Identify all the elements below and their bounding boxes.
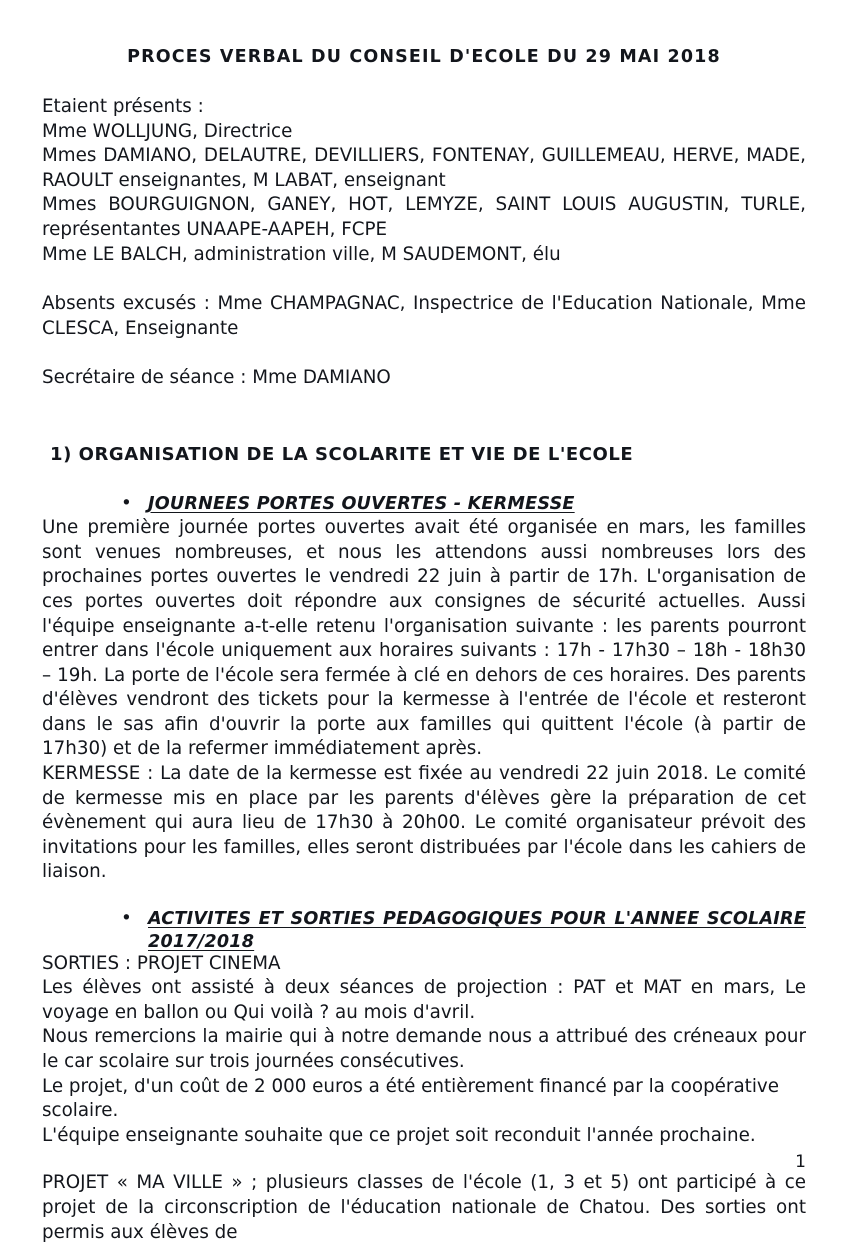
bullet-item-journees-portes-ouvertes	[42, 492, 806, 517]
attendees-intro: Etaient présents :	[42, 96, 204, 117]
spacer	[42, 1148, 806, 1171]
spacer	[42, 341, 806, 366]
paragraph: L'équipe enseignante souhaite que ce projet soit reconduit l'année prochaine.	[42, 1124, 756, 1146]
spacer	[42, 468, 806, 492]
paragraph: KERMESSE : La date de la kermesse est fixée au vendredi 22 juin 2018. Le comité de kermesse mis en place par les parents d'élèves gère la préparation de cet évènement qui aura lieu de 17h30 à 20h00. Le comité organisateur prévoit des invitations pour les familles, elles seront distribuées par l'école dans les cahiers de liaison.	[42, 763, 806, 883]
page-title: PROCES VERBAL DU CONSEIL D'ECOLE DU 29 MAI 2018	[127, 47, 721, 67]
bullet-title-line2-wrap	[42, 932, 806, 952]
attendees-block	[42, 95, 806, 267]
attendee-line: Mmes BOURGUIGNON, GANEY, HOT, LEMYZE, SAINT LOUIS AUGUSTIN, TURLE, représentantes UNAAPE-AAPEH, FCPE	[42, 194, 806, 240]
attendee-line: Mmes DAMIANO, DELAUTRE, DEVILLIERS, FONTENAY, GUILLEMEAU, HERVE, MADE, RAOULT enseignantes, M LABAT, enseignant	[42, 145, 806, 191]
subheading-sorties: SORTIES : PROJET CINEMA	[42, 952, 281, 974]
attendee-line: Mme WOLLJUNG, Directrice	[42, 120, 293, 142]
spacer	[42, 885, 806, 907]
paragraph: Les élèves ont assisté à deux séances de projection : PAT et MAT en mars, Le voyage en ballon ou Qui voilà ? au mois d'avril.	[42, 977, 806, 1023]
bullet-dot-icon: •	[121, 492, 132, 514]
paragraph: Nous remercions la mairie qui à notre demande nous a attribué des créneaux pour le car scolaire sur trois journées consécutives.	[42, 1026, 806, 1072]
paragraph: Le projet, d'un coût de 2 000 euros a été entièrement financé par la coopérative scolaire.	[42, 1075, 779, 1122]
paragraph: Une première journée portes ouvertes avait été organisée en mars, les familles sont venues nombreuses, et nous les attendons aussi nombreuses lors des prochaines portes ouvertes le vendredi 22 juin à partir de 17h. L'organisation de ces portes ouvertes doit répondre aux consignes de sécurité actuelles. Aussi l'équipe enseignante a-t-elle retenu l'organisation suivante : les parents pourront entrer dans l'école uniquement aux horaires suivants : 17h - 17h30 – 18h - 18h30 – 19h. La porte de l'école sera fermée à clé en dehors de ces horaires. Des parents d'élèves vendront des tickets pour la kermesse à l'entrée de l'école et resteront dans le sas afin d'ouvrir la porte aux familles qui quittent l'école (à partir de 17h30) et de la refermer immédiatement après.	[42, 517, 806, 760]
bullet-title: ACTIVITES ET SORTIES PEDAGOGIQUES POUR L'ANNEE SCOLAIRE	[148, 909, 806, 930]
paragraph: PROJET « MA VILLE » ; plusieurs classes de l'école (1, 3 et 5) ont participé à ce projet de la circonscription de l'éducation nationale de Chatou. Des sorties ont permis aux élèves de	[42, 1172, 806, 1243]
attendee-line: Mme LE BALCH, administration ville, M SAUDEMONT, élu	[42, 243, 561, 265]
bullet-item-activites-sorties	[42, 907, 806, 932]
spacer	[42, 267, 806, 292]
page-number: 1	[795, 1152, 806, 1172]
section-heading-1: 1) ORGANISATION DE LA SCOLARITE ET VIE DE L'ECOLE	[50, 443, 634, 465]
absents-block: Absents excusés : Mme CHAMPAGNAC, Inspectrice de l'Education Nationale, Mme CLESCA, Enseignante	[42, 293, 806, 339]
secretary-block: Secrétaire de séance : Mme DAMIANO	[42, 367, 391, 389]
spacer	[42, 391, 806, 443]
bullet-title: JOURNEES PORTES OUVERTES - KERMESSE	[148, 493, 575, 514]
document-body	[42, 0, 806, 1245]
bullet-dot-icon: •	[121, 908, 132, 930]
bullet-title-line2: 2017/2018	[148, 931, 255, 952]
